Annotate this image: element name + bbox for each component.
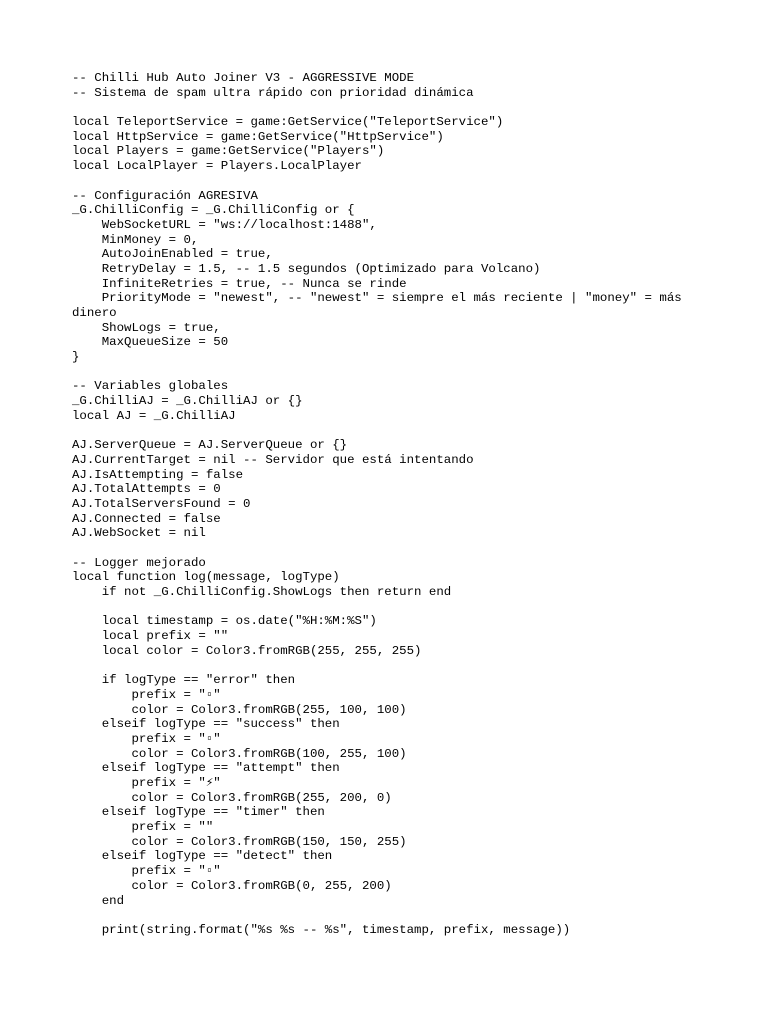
code-line: AJ.IsAttempting = false bbox=[72, 467, 244, 482]
code-line: prefix = "▫" bbox=[72, 864, 221, 879]
code-line: local AJ = _G.ChilliAJ bbox=[72, 408, 236, 423]
blank-line bbox=[72, 424, 728, 439]
code-line: AJ.WebSocket = nil bbox=[72, 526, 206, 541]
code-line: if logType == "error" then bbox=[72, 673, 296, 688]
code-line: local Players = game:GetService("Players") bbox=[72, 144, 385, 159]
code-line: local prefix = "" bbox=[72, 629, 229, 644]
blank-line bbox=[72, 541, 728, 556]
code-line: local TeleportService = game:GetService("TeleportService") bbox=[72, 115, 504, 130]
code-line: -- Variables globales bbox=[72, 379, 229, 394]
code-line: color = Color3.fromRGB(255, 100, 100) bbox=[72, 702, 407, 717]
code-line: AJ.TotalAttempts = 0 bbox=[72, 482, 221, 497]
code-line: AJ.ServerQueue = AJ.ServerQueue or {} bbox=[72, 438, 348, 453]
code-line: elseif logType == "detect" then bbox=[72, 849, 333, 864]
code-line: InfiniteRetries = true, -- Nunca se rinde bbox=[72, 276, 407, 291]
code-line: color = Color3.fromRGB(0, 255, 200) bbox=[72, 878, 392, 893]
code-line: elseif logType == "timer" then bbox=[72, 805, 325, 820]
code-line: ShowLogs = true, bbox=[72, 320, 221, 335]
code-line: -- Logger mejorado bbox=[72, 555, 206, 570]
code-document bbox=[72, 71, 728, 938]
blank-line bbox=[72, 659, 728, 674]
blank-line bbox=[72, 365, 728, 380]
code-line: _G.ChilliAJ = _G.ChilliAJ or {} bbox=[72, 394, 303, 409]
code-line: local color = Color3.fromRGB(255, 255, 255) bbox=[72, 643, 422, 658]
code-line: dinero bbox=[72, 306, 117, 320]
code-line: AJ.TotalServersFound = 0 bbox=[72, 496, 251, 511]
code-line: print(string.format("%s %s -- %s", timestamp, prefix, message)) bbox=[72, 922, 571, 937]
code-line: } bbox=[72, 350, 80, 365]
code-line: _G.ChilliConfig = _G.ChilliConfig or { bbox=[72, 203, 355, 218]
code-line: color = Color3.fromRGB(100, 255, 100) bbox=[72, 746, 407, 761]
code-line: AJ.Connected = false bbox=[72, 511, 221, 526]
code-line: prefix = "" bbox=[72, 820, 214, 835]
code-line: -- Chilli Hub Auto Joiner V3 - AGGRESSIVE MODE bbox=[72, 71, 415, 85]
code-line: AutoJoinEnabled = true, bbox=[72, 247, 273, 262]
code-line: local function log(message, logType) bbox=[72, 570, 340, 585]
blank-line bbox=[72, 600, 728, 615]
code-line: prefix = "▫" bbox=[72, 731, 221, 746]
code-line: RetryDelay = 1.5, -- 1.5 segundos (Optimizado para Volcano) bbox=[72, 261, 541, 276]
code-line: elseif logType == "attempt" then bbox=[72, 761, 340, 776]
code-line: prefix = "⚡" bbox=[72, 776, 221, 790]
code-line: color = Color3.fromRGB(255, 200, 0) bbox=[72, 790, 392, 805]
blank-line bbox=[72, 100, 728, 115]
code-line: -- Sistema de spam ultra rápido con prioridad dinámica bbox=[72, 85, 474, 100]
code-line: end bbox=[72, 893, 125, 908]
code-line: prefix = "▫" bbox=[72, 687, 221, 702]
code-line: MinMoney = 0, bbox=[72, 232, 199, 247]
code-line: local HttpService = game:GetService("HttpService") bbox=[72, 129, 444, 144]
blank-line bbox=[72, 908, 728, 923]
code-line: AJ.CurrentTarget = nil -- Servidor que está intentando bbox=[72, 452, 474, 467]
code-line: MaxQueueSize = 50 bbox=[72, 335, 229, 350]
blank-line bbox=[72, 174, 728, 189]
code-line: local LocalPlayer = Players.LocalPlayer bbox=[72, 159, 362, 174]
code-line: color = Color3.fromRGB(150, 150, 255) bbox=[72, 834, 407, 849]
code-line: -- Configuración AGRESIVA bbox=[72, 188, 258, 203]
code-line: if not _G.ChilliConfig.ShowLogs then return end bbox=[72, 585, 452, 600]
code-line: elseif logType == "success" then bbox=[72, 717, 340, 732]
code-line: WebSocketURL = "ws://localhost:1488", bbox=[72, 217, 377, 232]
code-line: PriorityMode = "newest", -- "newest" = siempre el más reciente | "money" = más bbox=[72, 291, 682, 306]
code-line: local timestamp = os.date("%H:%M:%S") bbox=[72, 614, 377, 629]
